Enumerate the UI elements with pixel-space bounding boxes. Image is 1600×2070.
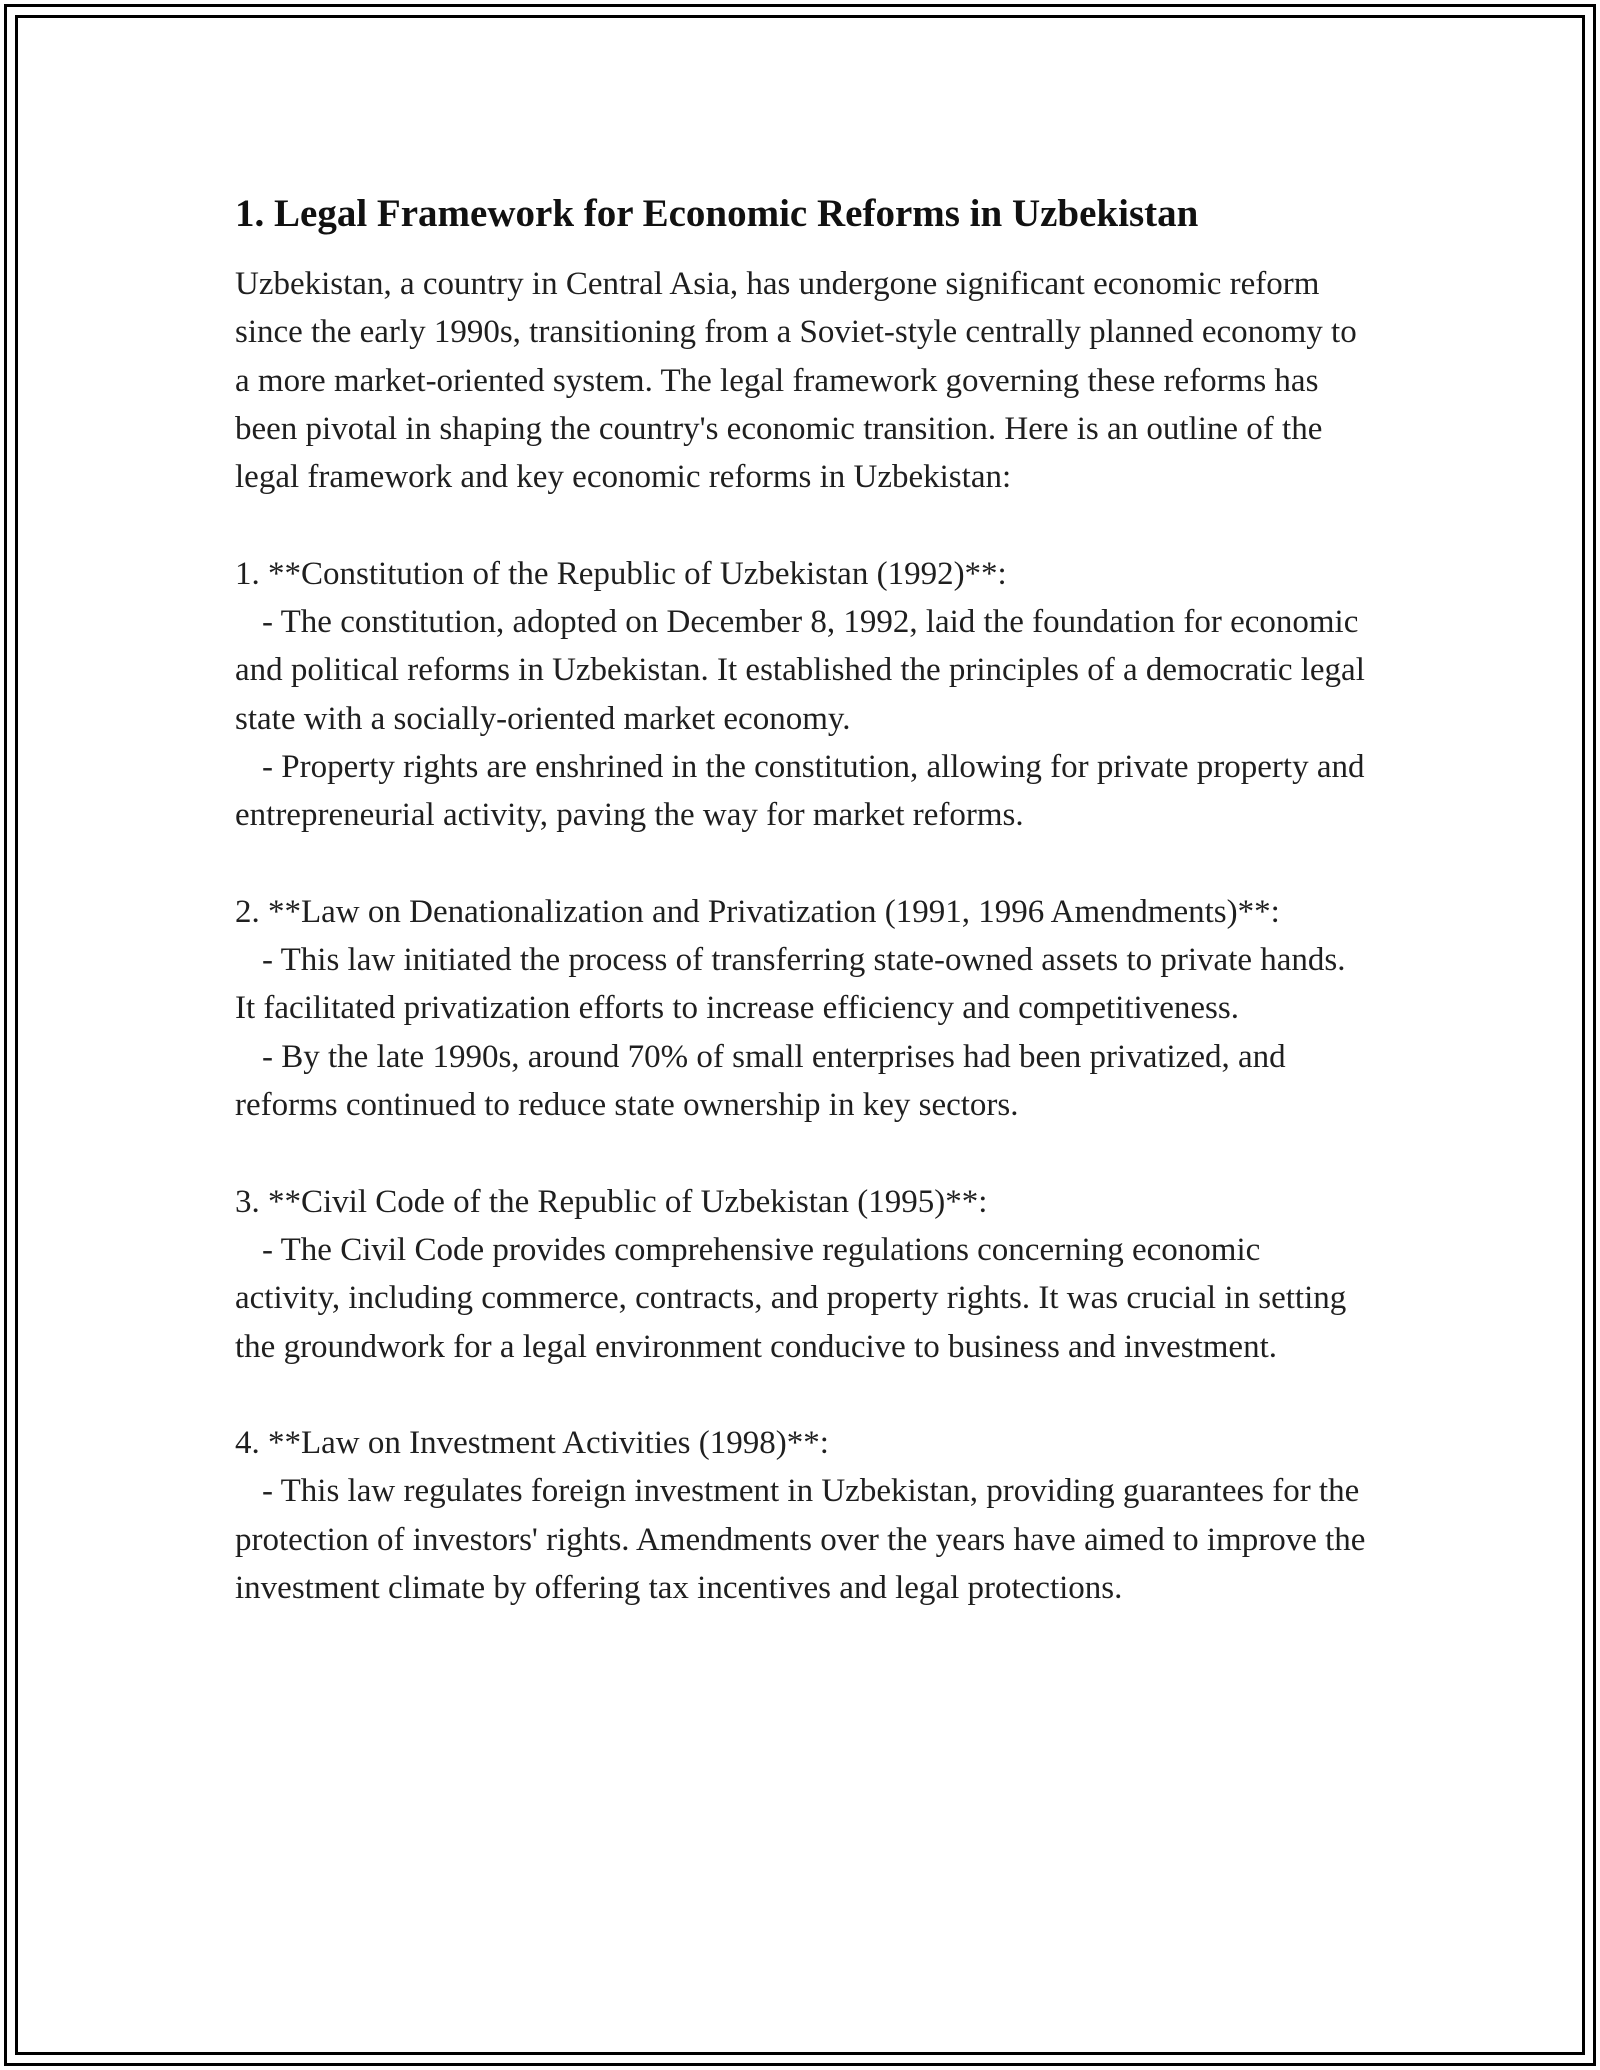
section-bullet: - This law initiated the process of transferring state-owned assets to private hands. It facilitated privatization efforts to increase efficiency and competitiveness. [235,942,1346,1027]
section-constitution [235,550,1370,840]
intro-paragraph: Uzbekistan, a country in Central Asia, has undergone significant economic reform since the early 1990s, transitioning from a Soviet-style centrally planned economy to a more market-oriented system. The legal framework governing these reforms has been pivotal in shaping the country's economic transition. Here is an outline of the legal framework and key economic reforms in Uzbekistan: [235,266,1357,496]
section-heading: 1. **Constitution of the Republic of Uzbekistan (1992)**: [235,555,1007,592]
section-bullet: - By the late 1990s, around 70% of small enterprises had been privatized, and reforms continued to reduce state ownership in key sectors. [235,1038,1286,1124]
section-privatization-law [235,888,1370,1129]
document-title: 1. Legal Framework for Economic Reforms in Uzbekistan [235,192,1199,235]
section-investment-law [235,1419,1370,1612]
section-bullet: - The constitution, adopted on December 8, 1992, laid the foundation for economic and political reforms in Uzbekistan. It established the principles of a democratic legal state with a socially-oriented market economy. [235,604,1365,737]
section-heading: 2. **Law on Denationalization and Privatization (1991, 1996 Amendments)**: [235,893,1280,930]
section-bullet: - The Civil Code provides comprehensive regulations concerning economic activity, including commerce, contracts, and property rights. It was crucial in setting the groundwork for a legal environment conducive to business and investment. [235,1231,1347,1365]
section-heading: 4. **Law on Investment Activities (1998)**: [235,1425,829,1462]
section-civil-code [235,1178,1370,1371]
document-body [235,190,1370,1661]
section-bullet: - This law regulates foreign investment in Uzbekistan, providing guarantees for the protection of investors' rights. Amendments over the years have aimed to improve the investment climate by offering tax incentives and legal protections. [235,1473,1366,1607]
section-bullet: - Property rights are enshrined in the constitution, allowing for private property and entrepreneurial activity, paving the way for market reforms. [235,748,1365,834]
section-heading: 3. **Civil Code of the Republic of Uzbekistan (1995)**: [235,1183,988,1220]
